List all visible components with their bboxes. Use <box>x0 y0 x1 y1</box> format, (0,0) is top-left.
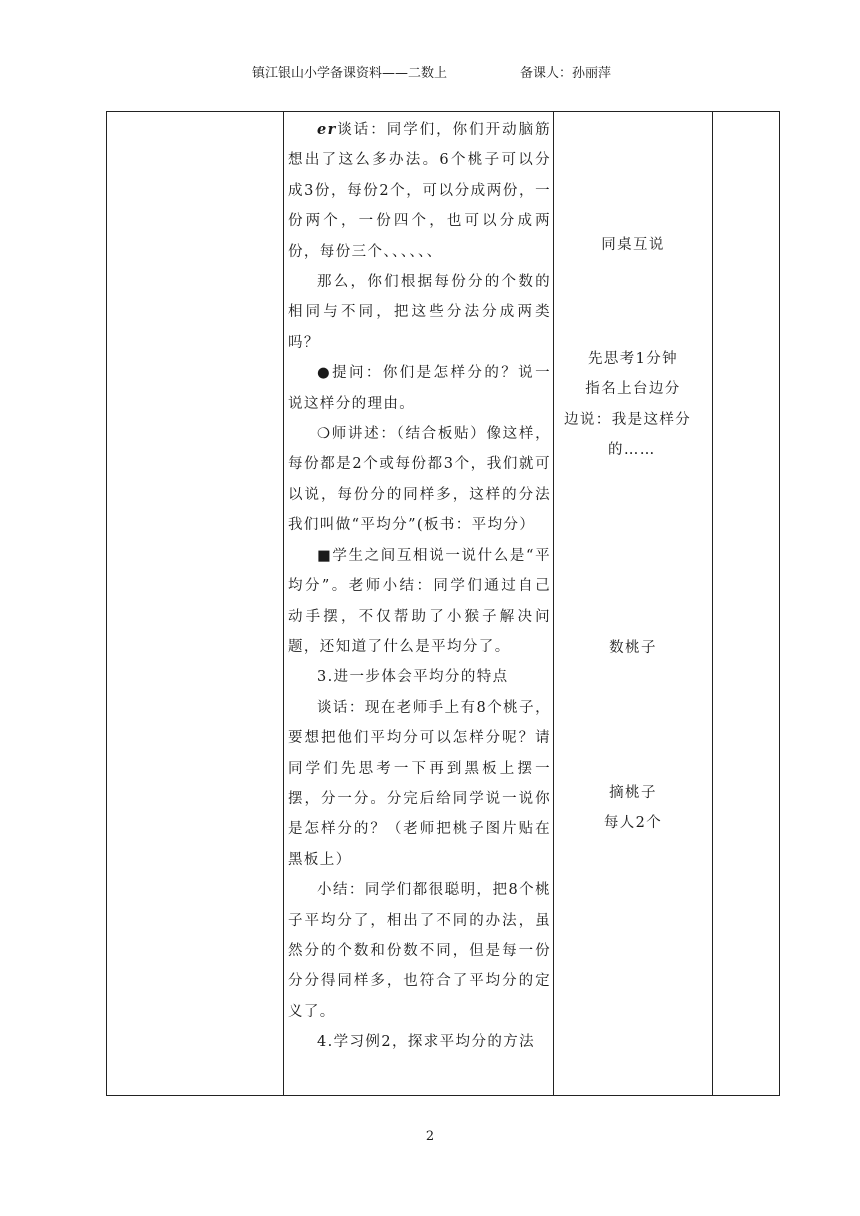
school-title: 镇江银山小学备课资料——二数上 <box>252 66 448 81</box>
side-note-count-peaches: 数桃子 <box>609 640 657 656</box>
column-divider <box>712 112 713 1095</box>
filled-circle-bullet-icon: ● <box>317 365 333 382</box>
square-bullet-icon: ■ <box>317 547 333 564</box>
side-note-pair-talk: 同桌互说 <box>601 237 665 253</box>
section-heading-4: 4.学习例2，探求平均分的方法 <box>317 1034 536 1051</box>
preparer-name: 备课人：孙丽萍 <box>520 66 612 81</box>
side-note-think: 先思考1分钟 指名上台边分 边说：我是这样分 的…… <box>564 351 692 459</box>
section-heading-3: 3.进一步体会平均分的特点 <box>317 669 509 686</box>
teaching-process-column <box>288 115 551 1058</box>
paragraph-explanation: ❍师讲述：（结合板贴）像这样，每份都是2个或每份都3个，我们就可以说，每份分的同样多，这样的分法我们叫做“平均分”(板书：平均分） <box>288 426 551 534</box>
side-note-pick-peaches: 摘桃子 每人2个 <box>603 785 663 832</box>
hollow-circle-bullet-icon: ❍ <box>317 426 332 443</box>
paragraph-question: ●提问：你们是怎样分的？说一说这样分的理由。 <box>288 365 551 412</box>
script-er-icon: er <box>317 121 337 138</box>
column-divider <box>553 112 554 1095</box>
page-number: 2 <box>425 1129 435 1144</box>
column-divider <box>283 112 284 1095</box>
paragraph-summary: 小结：同学们都很聪明，把8个桃子平均分了，相出了不同的办法，虽然分的个数和份数不同，但是每一份分分得同样多，也符合了平均分的定义了。 <box>288 882 551 1020</box>
paragraph-talk: er谈话：同学们，你们开动脑筋想出了这么多办法。6个桃子可以分成3份，每份2个，可以分成两份，一份两个，一份四个，也可以分成两份，每份三个、、、、、、 <box>288 121 551 260</box>
paragraph-student-discussion: ■学生之间互相说一说什么是“平均分”。老师小结：同学们通过自己动手摆，不仅帮助了小猴子解决问题，还知道了什么是平均分了。 <box>288 547 551 655</box>
paragraph-classify: 那么，你们根据每份分的个数的相同与不同，把这些分法分成两类吗？ <box>288 274 551 351</box>
paragraph-eight-peaches: 谈话：现在老师手上有8个桃子，要想把他们平均分可以怎样分呢？请同学们先思考一下再到黑板上摆一摆，分一分。分完后给同学说一说你是怎样分的？（老师把桃子图片贴在黑板上） <box>288 699 551 868</box>
